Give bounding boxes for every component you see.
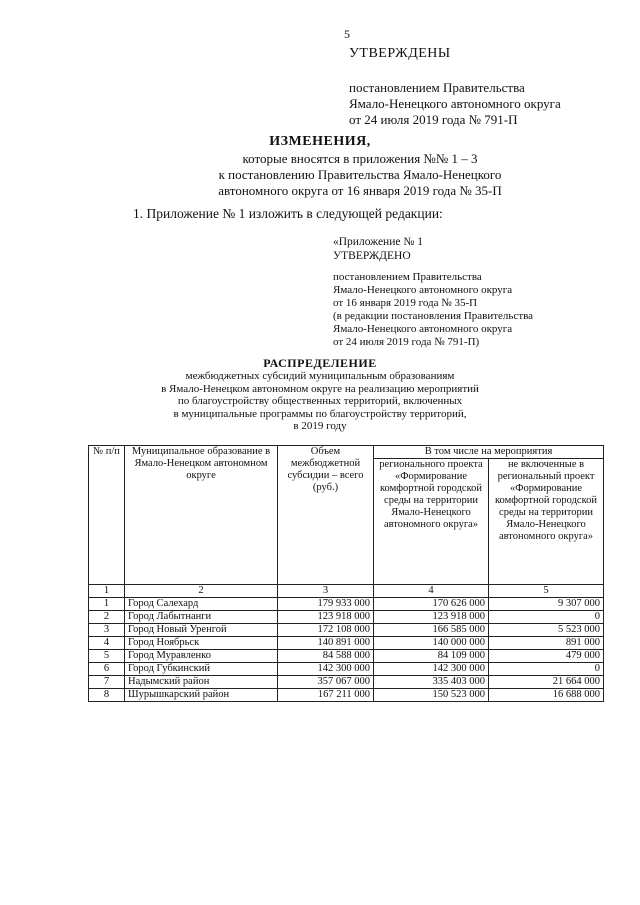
row-other: 9 307 000 — [489, 598, 604, 611]
row-total: 84 588 000 — [278, 650, 374, 663]
row-num: 1 — [89, 598, 125, 611]
header-non-regional: не включенные в региональный проект «Формирование комфортной городской среды на территории Ямало-Ненецкого автономного округа» — [489, 459, 604, 585]
row-total: 167 211 000 — [278, 689, 374, 702]
table-row — [89, 624, 604, 637]
dist-subtitle-line: межбюджетных субсидий муниципальным образованиям — [185, 370, 455, 382]
dist-subtitle-line: в 2019 году — [293, 420, 347, 432]
col-number: 3 — [278, 585, 374, 598]
row-total: 142 300 000 — [278, 663, 374, 676]
row-total: 357 067 000 — [278, 676, 374, 689]
row-other: 5 523 000 — [489, 624, 604, 637]
annex-label: «Приложение № 1 — [333, 236, 423, 248]
annex-approved: УТВЕРЖДЕНО — [333, 250, 411, 262]
row-regional: 150 523 000 — [374, 689, 489, 702]
row-total: 140 891 000 — [278, 637, 374, 650]
table-row — [89, 676, 604, 689]
row-regional: 142 300 000 — [374, 663, 489, 676]
row-num: 4 — [89, 637, 125, 650]
dist-subtitle-line: в Ямало-Ненецком автономном округе на реализацию мероприятий — [161, 382, 479, 395]
row-regional: 140 000 000 — [374, 637, 489, 650]
approval-decree — [349, 80, 561, 128]
annex-decree-line: Ямало-Ненецкого автономного округа — [333, 323, 513, 335]
row-regional: 166 585 000 — [374, 624, 489, 637]
col-number: 1 — [89, 585, 125, 598]
row-num: 8 — [89, 689, 125, 702]
row-name: Город Лабытнанги — [125, 611, 278, 624]
row-name: Город Муравленко — [125, 650, 278, 663]
page-number: 5 — [344, 27, 350, 41]
annex-decree-line: от 16 января 2019 года № 35-П — [333, 297, 478, 309]
col-number: 5 — [489, 585, 604, 598]
col-number: 4 — [374, 585, 489, 598]
row-regional: 335 403 000 — [374, 676, 489, 689]
row-regional: 123 918 000 — [374, 611, 489, 624]
table-row — [89, 637, 604, 650]
row-other: 891 000 — [489, 637, 604, 650]
row-name: Надымский район — [125, 676, 278, 689]
row-name: Город Новый Уренгой — [125, 624, 278, 637]
row-name: Шурышкарский район — [125, 689, 278, 702]
row-total: 172 108 000 — [278, 624, 374, 637]
decree-line: от 24 июля 2019 года № 791-П — [349, 112, 518, 127]
row-total: 179 933 000 — [278, 598, 374, 611]
row-other: 21 664 000 — [489, 676, 604, 689]
distribution-title: РАСПРЕДЕЛЕНИЕ — [263, 356, 377, 370]
row-num: 5 — [89, 650, 125, 663]
subtitle-line: к постановлению Правительства Ямало-Ненецкого — [218, 167, 502, 182]
table-row — [89, 689, 604, 702]
row-num: 3 — [89, 624, 125, 637]
changes-title: ИЗМЕНЕНИЯ, — [269, 134, 371, 149]
header-regional: регионального проекта «Формирование комфортной городской среды на территории Ямало-Ненецкого автономного округа» — [374, 459, 489, 585]
annex-decree-line: от 24 июля 2019 года № 791-П) — [333, 336, 480, 348]
dist-subtitle-line: в муниципальные программы по благоустройству территорий, — [173, 407, 467, 420]
row-total: 123 918 000 — [278, 611, 374, 624]
annex-decree-line: постановлением Правительства — [333, 271, 482, 283]
header-municipality: Муниципальное образование в Ямало-Ненецком автономном округе — [125, 446, 278, 585]
annex-decree-line: Ямало-Ненецкого автономного округа — [333, 284, 513, 296]
header-num: № п/п — [89, 446, 125, 585]
row-name: Город Губкинский — [125, 663, 278, 676]
row-regional: 170 626 000 — [374, 598, 489, 611]
approval-title: УТВЕРЖДЕНЫ — [349, 46, 451, 61]
row-other: 479 000 — [489, 650, 604, 663]
annex-decree-line: (в редакции постановления Правительства — [333, 310, 534, 322]
header-total: Объем межбюджетной субсидии – всего (руб.) — [278, 446, 374, 585]
decree-line: Ямало-Ненецкого автономного округа — [349, 96, 561, 111]
decree-line: постановлением Правительства — [349, 80, 525, 95]
row-other: 16 688 000 — [489, 689, 604, 702]
dist-subtitle-line: по благоустройству общественных территорий, включенных — [177, 395, 463, 407]
annex-decree — [333, 271, 533, 349]
row-regional: 84 109 000 — [374, 650, 489, 663]
row-name: Город Салехард — [125, 598, 278, 611]
row-num: 2 — [89, 611, 125, 624]
changes-subtitle — [170, 151, 550, 199]
table-row — [89, 611, 604, 624]
table-row — [89, 598, 604, 611]
row-name: Город Ноябрьск — [125, 637, 278, 650]
distribution-subtitle — [130, 370, 510, 433]
row-other: 0 — [489, 663, 604, 676]
table-row — [89, 663, 604, 676]
row-other: 0 — [489, 611, 604, 624]
col-number: 2 — [125, 585, 278, 598]
table-row — [89, 650, 604, 663]
subtitle-line: которые вносятся в приложения №№ 1 – 3 — [242, 151, 478, 166]
header-including: В том числе на мероприятия — [374, 446, 604, 459]
item-1-text: 1. Приложение № 1 изложить в следующей редакции: — [133, 206, 443, 221]
row-num: 7 — [89, 676, 125, 689]
distribution-table — [88, 445, 604, 702]
row-num: 6 — [89, 663, 125, 676]
subtitle-line: автономного округа от 16 января 2019 года № 35-П — [218, 183, 502, 198]
